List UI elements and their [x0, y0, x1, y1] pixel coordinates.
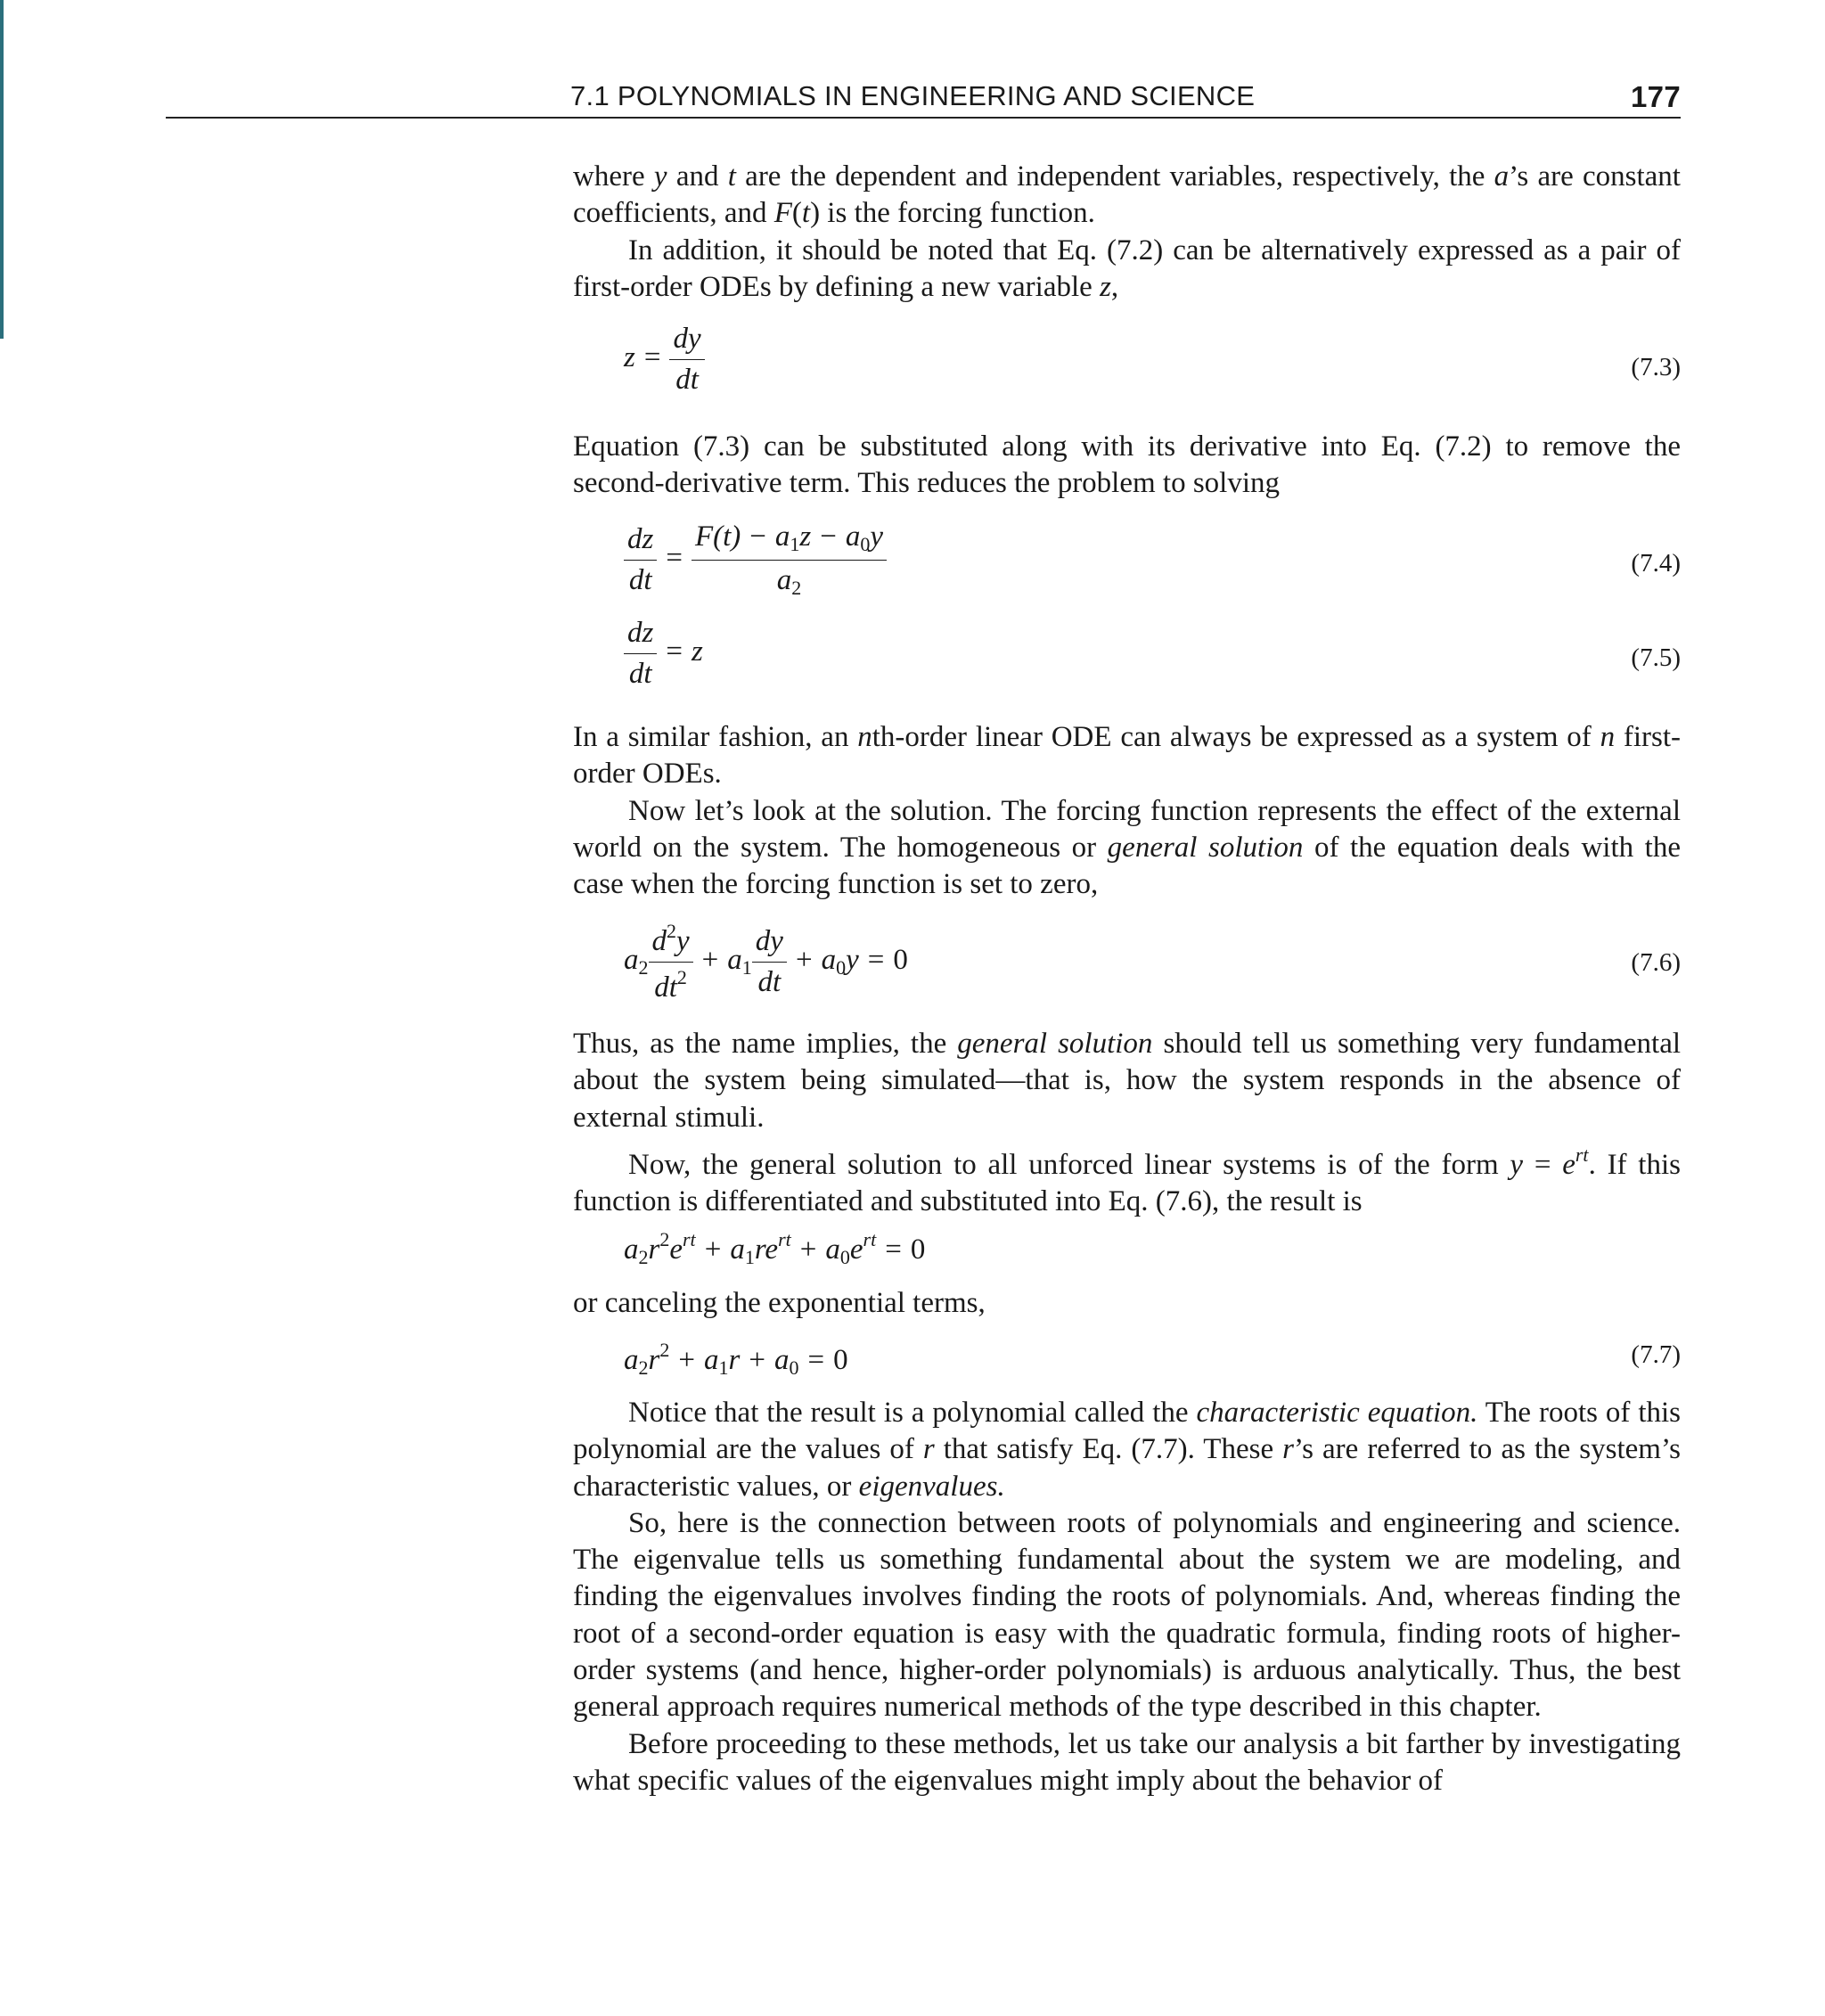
running-head	[570, 80, 1681, 112]
italic-term: characteristic equation.	[1196, 1397, 1478, 1429]
equation-7-6: $a_2$ $\frac{d^2y}{dt^2}$ + $a_1$ $\frac{dy}{dt}$ + $a_0y = 0$ (7.6)	[624, 920, 1681, 1004]
equation-exponential-form: $a_2r^2e^{rt} + a_1re^{rt} + a_0e^{rt} = 0$	[624, 1228, 926, 1268]
text-run: that satisfy Eq. (7.7). These	[943, 1433, 1274, 1466]
equation-number: (7.4)	[1631, 549, 1681, 578]
paragraph	[573, 793, 1681, 904]
equation-number: (7.3)	[1631, 353, 1681, 381]
section-title: 7.1 POLYNOMIALS IN ENGINEERING AND SCIENCE	[570, 80, 1256, 111]
equation-number: (7.7)	[1631, 1340, 1681, 1369]
paragraphs-after-7-6	[573, 1026, 1681, 1220]
page-edge-bar	[0, 0, 4, 339]
page-number: 177	[1631, 80, 1681, 113]
paragraph-canceling	[573, 1285, 1681, 1322]
text-run: of the equation deals with the case when the forcing function is set to zero,	[573, 831, 1681, 901]
text-run: The roots of this polynomial are the values of	[573, 1397, 1682, 1466]
paragraph: Now, the general solution to all unforced linear systems is of the form $y = e^{rt}$. If this function is differentiated and substituted into Eq. (7.6), the result is	[573, 1143, 1681, 1218]
paragraph	[573, 1026, 1681, 1136]
text-run: Thus, as the name implies, the	[573, 1028, 947, 1060]
equation-7-5: $\frac{dz}{dt}$ = z (7.5)	[624, 617, 1681, 691]
equation-number: (7.6)	[1631, 948, 1681, 977]
rhs-zero: 0	[893, 944, 908, 977]
italic-term: eigenvalues.	[858, 1470, 1005, 1503]
equation-7-3: z = $\frac{dy}{dt}$ (7.3)	[624, 323, 1681, 396]
text-run: should tell us something very fundamental about the system being simulated—that is, how the system responds in the absence of external stimuli.	[573, 1028, 1682, 1134]
equation-7-7: $a_2r^2 + a_1r + a_0 = 0$ (7.7)	[624, 1339, 1681, 1379]
intro-paragraphs	[573, 159, 1681, 306]
text-run: Notice that the result is a polynomial called the	[628, 1397, 1189, 1429]
equation-number: (7.5)	[1631, 643, 1681, 672]
equation-7-4: $\frac{dz}{dt}$ = $\frac{F(t) - a_1z - a_0y}{a_2}$ (7.4)	[624, 520, 1681, 600]
paragraph: Before proceeding to these methods, let us take our analysis a bit farther by investigating what specific values of the eigenvalues might imply about the behavior of	[573, 1727, 1681, 1797]
header-rule	[166, 117, 1681, 119]
rhs-zero: 0	[910, 1233, 926, 1266]
text-run: Now let’s look at the solution. The forcing function represents the effect of the external world on the system. The homogeneous or	[573, 794, 1681, 864]
paragraph: Equation (7.3) can be substituted along with its derivative into Eq. (7.2) to remove the second-derivative term. This reduces the problem to solving	[573, 430, 1681, 500]
rhs-zero: 0	[833, 1344, 848, 1376]
paragraph: or canceling the exponential terms,	[573, 1287, 986, 1319]
paragraphs-before-7-6	[573, 719, 1681, 903]
forcing-term: F(t)	[694, 520, 741, 553]
paragraph: where y and t are the dependent and independent variables, respectively, the a’s are constant coefficients, and F(t) is the forcing function.	[573, 160, 1681, 230]
paragraph-after-7-3	[573, 429, 1681, 503]
paragraph: In addition, it should be noted that Eq. (7.2) can be alternatively expressed as a pair of first-order ODEs by defining a new variable z,	[573, 234, 1681, 303]
paragraph: Notice that the result is a polynomial called the characteristic equation. The roots of this polynomial are the values of r that satisfy Eq. (7.7). These r’s are referred to as the system’s characteristic values, or eigenvalues.	[573, 1397, 1682, 1503]
paragraph: So, here is the connection between roots of polynomials and engineering and science. The eigenvalue tells us something fundamental about the system we are modeling, and finding the eigenvalues involves finding the roots of polynomials. And, whereas finding the root of a second-order equation is easy with the quadratic formula, finding roots of higher-order systems (and hence, higher-order polynomials) is arduous analytically. Thus, the best general approach requires numerical methods of the type described in this chapter.	[573, 1506, 1681, 1724]
closing-paragraphs	[573, 1395, 1681, 1799]
italic-term: general solution	[1107, 831, 1304, 864]
paragraph: In a similar fashion, an nth-order linear ODE can always be expressed as a system of n first-order ODEs.	[573, 721, 1681, 791]
text-run: ’s are referred to as the system’s characteristic values, or	[573, 1433, 1681, 1503]
italic-term: general solution	[957, 1028, 1153, 1060]
